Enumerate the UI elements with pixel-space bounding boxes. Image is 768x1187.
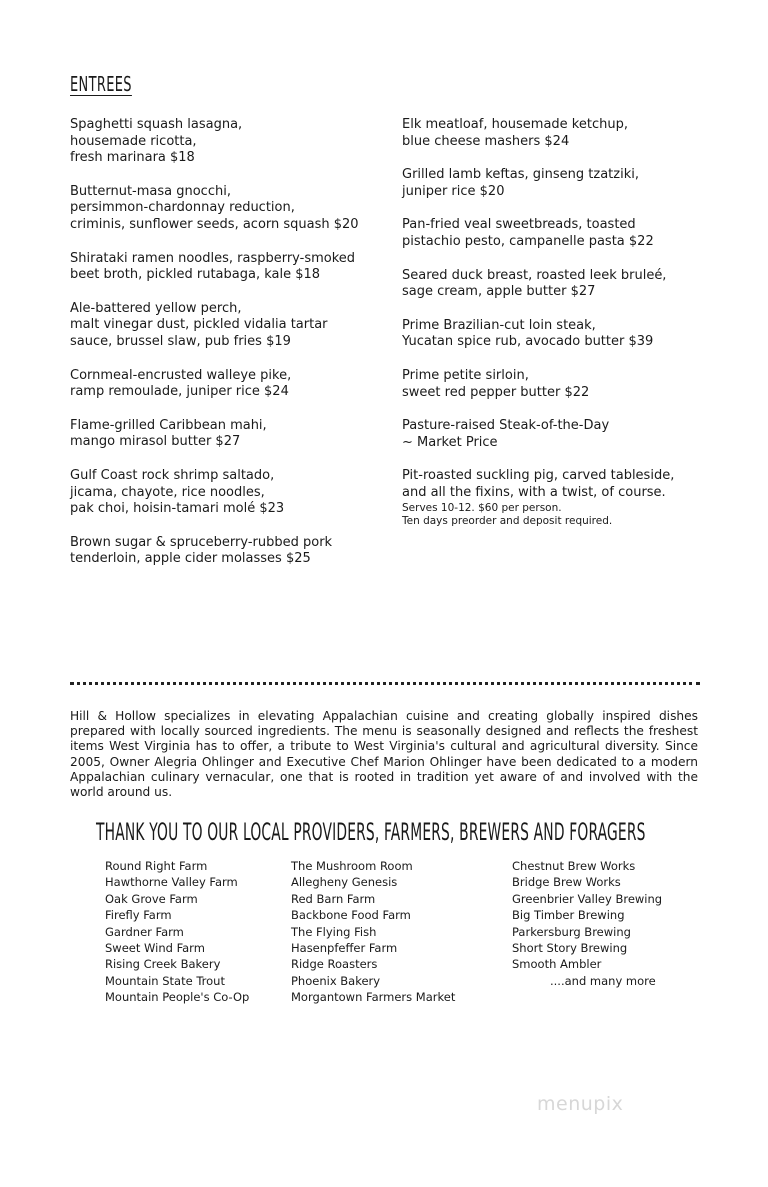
menu-item — [402, 117, 732, 150]
menu-item-line: ramp remoulade, juniper rice $24 — [70, 384, 289, 400]
provider-item: Red Barn Farm — [291, 891, 376, 906]
provider-item: Mountain State Trout — [105, 973, 225, 988]
provider-item: Parkersburg Brewing — [512, 924, 631, 939]
menu-item-line: ~ Market Price — [402, 434, 498, 450]
menu-item — [70, 468, 380, 518]
menu-item-line: malt vinegar dust, pickled vidalia tartar — [70, 317, 328, 333]
provider-item: Big Timber Brewing — [512, 908, 625, 923]
menu-item — [402, 418, 732, 451]
menu-item-line: jicama, chayote, rice noodles, — [70, 484, 265, 500]
menu-item — [402, 468, 732, 528]
provider-item: Morgantown Farmers Market — [291, 990, 456, 1005]
provider-item: Allegheny Genesis — [291, 875, 398, 890]
section-title: ENTREES — [70, 72, 132, 96]
provider-item: Bridge Brew Works — [512, 875, 621, 890]
menu-item-line: criminis, sunflower seeds, acorn squash $20 — [70, 216, 359, 232]
provider-item: Smooth Ambler — [512, 957, 602, 972]
menu-item-line: Flame-grilled Caribbean mahi, — [70, 417, 267, 433]
menu-item — [402, 318, 732, 351]
menu-item — [402, 167, 732, 200]
menu-item-line: Brown sugar & spruceberry-rubbed pork — [70, 534, 333, 550]
menu-item-line: Yucatan spice rub, avocado butter $39 — [402, 334, 654, 350]
provider-item: Gardner Farm — [105, 924, 184, 939]
provider-item: Hasenpfeffer Farm — [291, 941, 398, 956]
menu-item-line: Gulf Coast rock shrimp saltado, — [70, 467, 275, 483]
entrees-left-column — [70, 117, 380, 585]
providers-column-producers — [291, 858, 455, 1006]
provider-item: Round Right Farm — [105, 859, 208, 873]
menu-item — [402, 268, 732, 301]
menu-item-line: Cornmeal-encrusted walleye pike, — [70, 367, 292, 383]
provider-item: Ridge Roasters — [291, 957, 378, 972]
and-many-more: ....and many more — [550, 973, 656, 988]
provider-item: The Mushroom Room — [291, 859, 413, 873]
menu-item — [70, 535, 380, 568]
provider-item: Rising Creek Bakery — [105, 957, 221, 972]
menu-item-line: Pan-fried veal sweetbreads, toasted — [402, 217, 636, 233]
menu-item-line: and all the fixins, with a twist, of course. — [402, 484, 666, 500]
providers-column-farms — [105, 858, 249, 1006]
provider-item: Firefly Farm — [105, 908, 172, 923]
menu-item-line: Butternut-masa gnocchi, — [70, 183, 231, 199]
menu-item-note: Ten days preorder and deposit required. — [402, 515, 613, 527]
provider-item: Oak Grove Farm — [105, 891, 198, 906]
menu-item-line: Elk meatloaf, housemade ketchup, — [402, 117, 628, 132]
menu-item — [70, 117, 380, 167]
menu-item — [70, 184, 380, 234]
menu-item — [70, 418, 380, 451]
dotted-divider — [70, 682, 700, 685]
menu-item-line: housemade ricotta, — [70, 133, 197, 149]
menu-item-line: fresh marinara $18 — [70, 150, 195, 166]
menu-item-line: pak choi, hoisin-tamari molé $23 — [70, 501, 285, 517]
provider-item: Hawthorne Valley Farm — [105, 875, 238, 890]
menu-item — [70, 368, 380, 401]
menu-item-line: tenderloin, apple cider molasses $25 — [70, 551, 311, 567]
about-paragraph: Hill & Hollow specializes in elevating Appalachian cuisine and creating globally inspired dishes prepared with locally sourced ingredients. The menu is seasonally designed and reflects the freshest items West Virginia has to offer, a tribute to West Virginia's cultural and agricultural diversity. Since 2005, Owner Alegria Ohlinger and Executive Chef Marion Ohlinger have been dedicated to a modern Appalachian culinary vernacular, one that is rooted in tradition yet aware of and involved with the world around us. — [70, 709, 698, 800]
menu-item — [70, 251, 380, 284]
menu-item-line: pistachio pesto, campanelle pasta $22 — [402, 233, 654, 249]
menu-item-line: blue cheese mashers $24 — [402, 133, 570, 149]
menu-item-line: sweet red pepper butter $22 — [402, 384, 590, 400]
menu-item-line: mango mirasol butter $27 — [70, 434, 241, 450]
menu-item-line: Grilled lamb keftas, ginseng tzatziki, — [402, 167, 639, 183]
menu-item — [402, 368, 732, 401]
menu-item-line: Prime petite sirloin, — [402, 367, 529, 383]
menu-item-line: Shirataki ramen noodles, raspberry-smoked — [70, 250, 356, 266]
provider-item: The Flying Fish — [291, 924, 377, 939]
menu-item — [402, 217, 732, 250]
menu-item-line: Pit-roasted suckling pig, carved tableside, — [402, 468, 675, 484]
menu-item-line: Pasture-raised Steak-of-the-Day — [402, 418, 610, 434]
menu-item-note: Serves 10-12. $60 per person. — [402, 501, 562, 514]
providers-column-brewers — [512, 858, 662, 989]
menu-item-line: persimmon-chardonnay reduction, — [70, 200, 295, 216]
menu-item-line: beet broth, pickled rutabaga, kale $18 — [70, 267, 321, 283]
menu-item-line: Prime Brazilian-cut loin steak, — [402, 317, 596, 333]
menu-item-line: Ale-battered yellow perch, — [70, 300, 242, 316]
entrees-right-column — [402, 117, 732, 546]
menu-item-line: juniper rice $20 — [402, 183, 505, 199]
thanks-title: THANK YOU TO OUR LOCAL PROVIDERS, FARMERS, BREWERS AND FORAGERS — [96, 818, 646, 846]
menupix-watermark: menupix — [537, 1093, 624, 1115]
provider-item: Sweet Wind Farm — [105, 941, 205, 956]
provider-item: Short Story Brewing — [512, 941, 628, 956]
provider-item: Mountain People's Co-Op — [105, 990, 250, 1005]
provider-item: Phoenix Bakery — [291, 973, 381, 988]
menu-item-line: Seared duck breast, roasted leek bruleé, — [402, 267, 667, 283]
menu-item-line: Spaghetti squash lasagna, — [70, 117, 243, 132]
provider-item: Chestnut Brew Works — [512, 859, 636, 873]
provider-item: Greenbrier Valley Brewing — [512, 891, 663, 906]
menu-item-line: sauce, brussel slaw, pub fries $19 — [70, 333, 291, 349]
menu-item — [70, 301, 380, 351]
provider-item: Backbone Food Farm — [291, 908, 411, 923]
menu-item-line: sage cream, apple butter $27 — [402, 284, 596, 300]
